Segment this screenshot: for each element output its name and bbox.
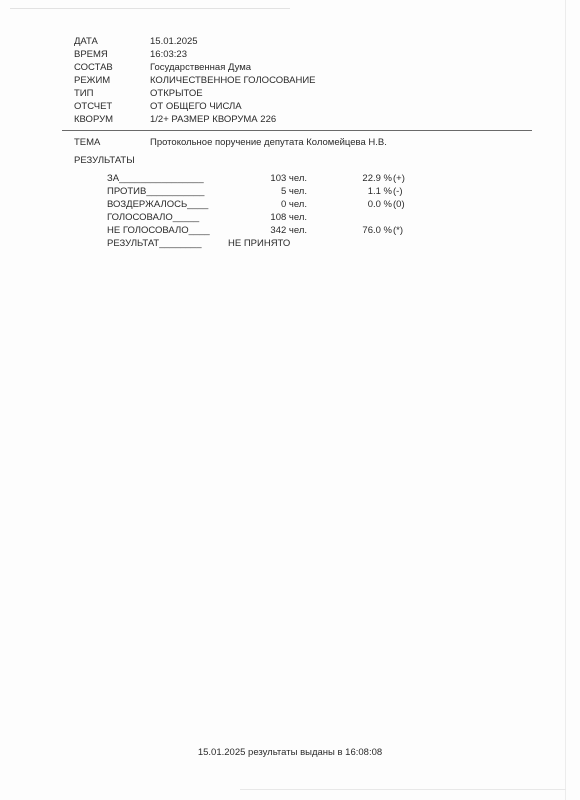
result-count: 108 чел. xyxy=(270,212,307,223)
topic-row xyxy=(74,137,387,148)
result-sign: (*) xyxy=(393,225,404,236)
field-value: 1/2+ РАЗМЕР КВОРУМА 226 xyxy=(150,114,277,125)
field-value: ОТ ОБЩЕГО ЧИСЛА xyxy=(150,101,242,112)
field-label: КВОРУМ xyxy=(74,114,114,125)
result-label: ВОЗДЕРЖАЛОСЬ____ xyxy=(107,199,209,210)
field-value: ОТКРЫТОЕ xyxy=(150,88,203,99)
field-label: ДАТА xyxy=(74,36,98,47)
section-divider xyxy=(62,130,532,131)
header-row-quorum xyxy=(74,113,316,126)
header-row-date xyxy=(74,35,316,48)
result-row-not-voted xyxy=(107,225,437,238)
result-row-against xyxy=(107,186,437,199)
field-label: ВРЕМЯ xyxy=(74,49,108,60)
topic-label: ТЕМА xyxy=(74,137,101,148)
result-row-voted xyxy=(107,212,437,225)
header-row-count-basis xyxy=(74,100,316,113)
field-value: 15.01.2025 xyxy=(150,36,198,47)
field-label: ТИП xyxy=(74,88,94,99)
result-row-verdict xyxy=(107,238,437,251)
result-sign: (0) xyxy=(393,199,405,210)
result-label: ГОЛОСОВАЛО_____ xyxy=(107,212,200,223)
field-value: Государственная Дума xyxy=(150,62,252,73)
header-row-type xyxy=(74,87,316,100)
result-count: 103 чел. xyxy=(270,173,307,184)
field-value: 16:03:23 xyxy=(150,49,187,60)
result-sign: (-) xyxy=(393,186,403,197)
header-row-time xyxy=(74,48,316,61)
result-label: ЗА________________ xyxy=(107,173,204,184)
verdict-label: РЕЗУЛЬТАТ________ xyxy=(107,238,202,249)
result-percent: 22.9 % xyxy=(362,173,392,184)
field-label: ОТСЧЕТ xyxy=(74,101,113,112)
topic-value: Протокольное поручение депутата Коломейцева Н.В. xyxy=(150,137,387,148)
result-row-for xyxy=(107,173,437,186)
results-heading: РЕЗУЛЬТАТЫ xyxy=(74,155,135,166)
result-count: 0 чел. xyxy=(280,199,307,210)
verdict-value: НЕ ПРИНЯТО xyxy=(228,238,291,249)
result-label: НЕ ГОЛОСОВАЛО____ xyxy=(107,225,210,236)
result-sign: (+) xyxy=(393,173,405,184)
scan-edge xyxy=(565,0,566,800)
result-count: 342 чел. xyxy=(270,225,307,236)
header-row-mode xyxy=(74,74,316,87)
result-percent: 1.1 % xyxy=(367,186,392,197)
result-row-abstained xyxy=(107,199,437,212)
field-label: РЕЖИМ xyxy=(74,75,111,86)
result-label: ПРОТИВ___________ xyxy=(107,186,205,197)
scan-edge xyxy=(10,8,290,9)
field-label: СОСТАВ xyxy=(74,62,113,73)
scan-edge xyxy=(240,789,566,790)
field-value: КОЛИЧЕСТВЕННОЕ ГОЛОСОВАНИЕ xyxy=(150,75,316,86)
results-table xyxy=(107,173,437,251)
footer-issued-note: 15.01.2025 результаты выданы в 16:08:08 xyxy=(197,747,383,758)
result-percent: 0.0 % xyxy=(367,199,392,210)
result-count: 5 чел. xyxy=(280,186,307,197)
result-percent: 76.0 % xyxy=(362,225,392,236)
header-row-composition xyxy=(74,61,316,74)
header-fields xyxy=(74,35,316,126)
